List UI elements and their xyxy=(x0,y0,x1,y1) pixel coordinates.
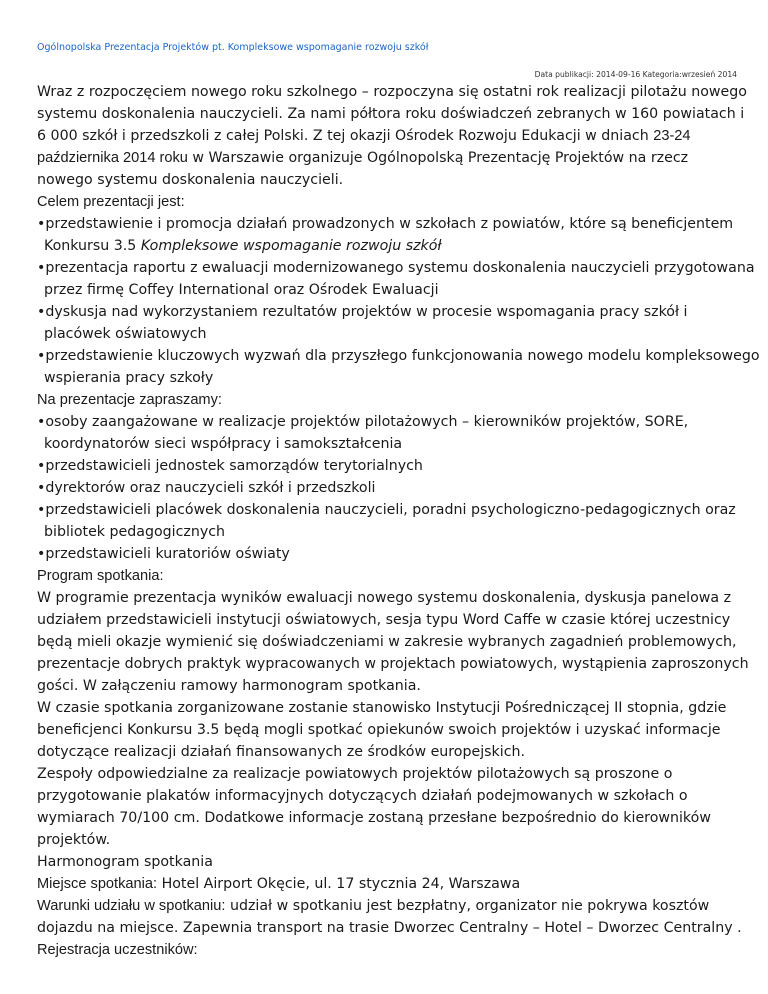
registration-heading: Rejestracja uczestników: xyxy=(37,942,198,958)
intro-text: w Warszawie organizuje Ogólnopolską Prezentację Projektów na rzecz xyxy=(187,150,689,166)
article-body xyxy=(37,81,760,961)
event-dates: 23-24 xyxy=(653,128,691,144)
program-line: dotyczące realizacji działań finansowanych ze środków europejskich. xyxy=(37,744,526,760)
place-value: Hotel Airport Okęcie, ul. 17 stycznia 24, Warszawa xyxy=(157,876,521,892)
terms-label: Warunki udziału w spotkaniu: xyxy=(37,898,226,914)
goal-item-cont: przez firmę Coffey International oraz Ośrodek Ewaluacji xyxy=(44,282,439,298)
invite-item: •osoby zaangażowane w realizacje projektów pilotażowych – kierowników projektów, SORE, xyxy=(37,414,689,430)
place-line xyxy=(37,873,737,895)
program-line: będą mieli okazje wymienić się doświadczeniami w zakresie wybranych zagadnień problemowych, xyxy=(37,634,737,650)
goal-text: Konkursu 3.5 xyxy=(44,238,141,254)
event-month: października 2014 roku xyxy=(37,150,188,166)
program-line: Zespoły odpowiedzialne za realizacje powiatowych projektów pilotażowych są proszone o xyxy=(37,766,673,782)
invite-item-cont: bibliotek pedagogicznych xyxy=(44,524,226,540)
intro-line: nowego systemu doskonalenia nauczycieli. xyxy=(37,172,344,188)
place-label: Miejsce spotkania: xyxy=(37,876,158,892)
terms-line-cont: dojazdu na miejsce. Zapewnia transport na trasie Dworzec Centralny – Hotel – Dworzec Centralny . xyxy=(37,920,742,936)
goal-item-cont xyxy=(37,235,737,257)
invite-item: •przedstawicieli kuratoriów oświaty xyxy=(37,546,290,562)
program-line: gości. W załączeniu ramowy harmonogram spotkania. xyxy=(37,678,421,694)
program-line: beneficjenci Konkursu 3.5 będą mogli spotkać opiekunów swoich projektów i uzyskać informacje xyxy=(37,722,721,738)
terms-value: udział w spotkaniu jest bezpłatny, organizator nie pokrywa kosztów xyxy=(225,898,710,914)
invite-item-cont: koordynatorów sieci współpracy i samokształcenia xyxy=(44,436,403,452)
program-line: W czasie spotkania zorganizowane zostanie stanowisko Instytucji Pośredniczącej II stopnia, gdzie xyxy=(37,700,727,716)
intro-line: Wraz z rozpoczęciem nowego roku szkolnego – rozpoczyna się ostatni rok realizacji pilotażu nowego xyxy=(37,84,747,100)
program-line: W programie prezentacja wyników ewaluacji nowego systemu doskonalenia, dyskusja panelowa z xyxy=(37,590,732,606)
program-line: wymiarach 70/100 cm. Dodatkowe informacje zostaną przesłane bezpośrednio do kierowników xyxy=(37,810,711,826)
goals-heading: Celem prezentacji jest: xyxy=(37,194,185,210)
contest-name: Kompleksowe wspomaganie rozwoju szkół xyxy=(140,238,442,254)
invite-item: •przedstawicieli jednostek samorządów terytorialnych xyxy=(37,458,423,474)
invite-item: •dyrektorów oraz nauczycieli szkół i przedszkoli xyxy=(37,480,376,496)
program-line: projektów. xyxy=(37,832,111,848)
program-line: przygotowanie plakatów informacyjnych dotyczących działań podejmowanych w szkołach o xyxy=(37,788,688,804)
terms-line xyxy=(37,895,737,917)
invite-item: •przedstawicieli placówek doskonalenia nauczycieli, poradni psychologiczno-pedagogicznych oraz xyxy=(37,502,736,518)
schedule-label: Harmonogram spotkania xyxy=(37,854,213,870)
goal-item: •przedstawienie i promocja działań prowadzonych w szkołach z powiatów, które są beneficjentem xyxy=(37,216,734,232)
goal-item: •prezentacja raportu z ewaluacji modernizowanego systemu doskonalenia nauczycieli przygotowana xyxy=(37,260,755,276)
intro-line: systemu doskonalenia nauczycieli. Za nami półtora roku doświadczeń zebranych w 160 powiatach i xyxy=(37,106,745,122)
article-title-link[interactable]: Ogólnopolska Prezentacja Projektów pt. Kompleksowe wspomaganie rozwoju szkół xyxy=(37,42,429,53)
intro-line xyxy=(37,125,737,147)
goal-item: •przedstawienie kluczowych wyzwań dla przyszłego funkcjonowania nowego modelu kompleksowego xyxy=(37,348,760,364)
goal-item: •dyskusja nad wykorzystaniem rezultatów projektów w procesie wspomagania pracy szkół i xyxy=(37,304,688,320)
invite-heading: Na prezentacje zapraszamy: xyxy=(37,392,222,408)
publication-meta: Data publikacji: 2014-09-16 Kategoria:wrzesień 2014 xyxy=(534,70,737,79)
goal-item-cont: placówek oświatowych xyxy=(44,326,207,342)
program-line: udziałem przedstawicieli instytucji oświatowych, sesja typu Word Caffe w czasie której uczestnicy xyxy=(37,612,731,628)
intro-line xyxy=(37,147,737,169)
intro-text: 6 000 szkół i przedszkoli z całej Polski. Z tej okazji Ośrodek Rozwoju Edukacji w dniach xyxy=(37,128,654,144)
program-line: prezentacje dobrych praktyk wypracowanych w projektach powiatowych, wystąpienia zaproszonych xyxy=(37,656,749,672)
goal-item-cont: wspierania pracy szkoły xyxy=(44,370,214,386)
program-heading: Program spotkania: xyxy=(37,568,164,584)
